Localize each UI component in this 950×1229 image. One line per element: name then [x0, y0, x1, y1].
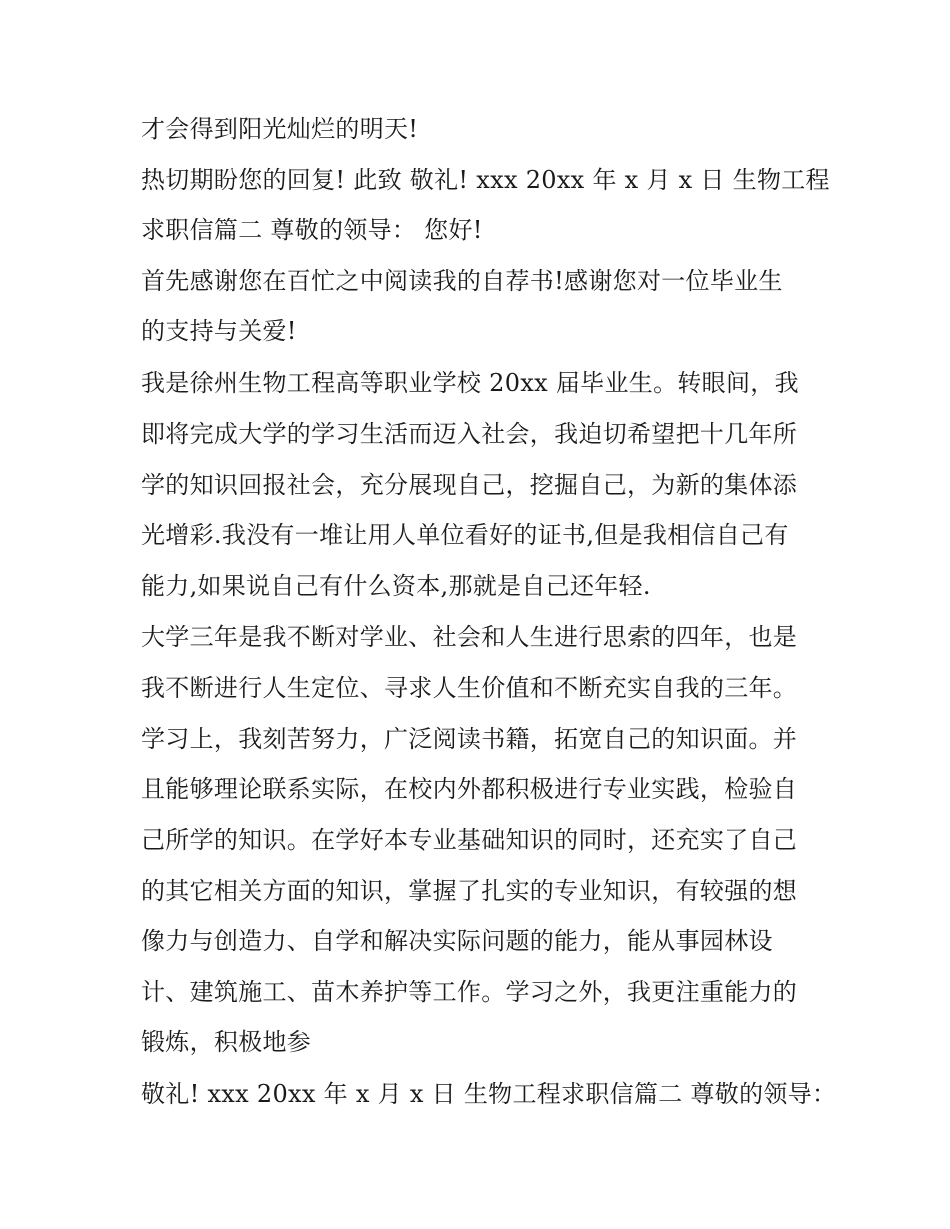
text-line-15: 己所学的知识。在学好本专业基础知识的同时，还充实了自己	[141, 826, 798, 854]
text-line-13: 学习上，我刻苦努力，广泛阅读书籍，拓宽自己的知识面。并	[141, 725, 798, 753]
text-line-12: 我不断进行人生定位、寻求人生价值和不断充实自我的三年。	[141, 674, 798, 702]
text-line-7: 即将完成大学的学习生活而迈入社会，我迫切希望把十几年所	[141, 420, 798, 448]
text-line-9: 光增彩.我没有一堆让用人单位看好的证书,但是我相信自己有	[141, 521, 789, 549]
text-line-4: 首先感谢您在百忙之中阅读我的自荐书!感谢您对一位毕业生	[141, 267, 783, 295]
text-line-18: 计、建筑施工、苗木养护等工作。学习之外，我更注重能力的	[141, 978, 798, 1006]
text-line-11: 大学三年是我不断对学业、社会和人生进行思索的四年，也是	[141, 623, 798, 651]
text-line-17: 像力与创造力、自学和解决实际问题的能力，能从事园林设	[141, 927, 773, 955]
text-line-20: 敬礼! xxx 20xx 年 x 月 x 日 生物工程求职信篇二 尊敬的领导：	[141, 1080, 837, 1108]
text-line-1: 才会得到阳光灿烂的明天!	[141, 115, 419, 143]
text-line-10: 能力,如果说自己有什么资本,那就是自己还年轻.	[141, 572, 651, 600]
text-line-16: 的其它相关方面的知识，掌握了扎实的专业知识，有较强的想	[141, 877, 798, 905]
text-line-6: 我是徐州生物工程高等职业学校 20xx 届毕业生。转眼间，我	[141, 369, 799, 397]
text-line-14: 且能够理论联系实际，在校内外都积极进行专业实践，检验自	[141, 775, 798, 803]
text-line-5: 的支持与关爱!	[141, 317, 297, 345]
text-line-8: 学的知识回报社会，充分展现自己，挖掘自己，为新的集体添	[141, 471, 798, 499]
text-line-19: 锻炼，积极地参	[141, 1028, 312, 1056]
text-line-3: 求职信篇二 尊敬的领导： 您好!	[141, 216, 483, 244]
text-line-2: 热切期盼您的回复! 此致 敬礼! xxx 20xx 年 x 月 x 日 生物工程	[141, 166, 830, 194]
